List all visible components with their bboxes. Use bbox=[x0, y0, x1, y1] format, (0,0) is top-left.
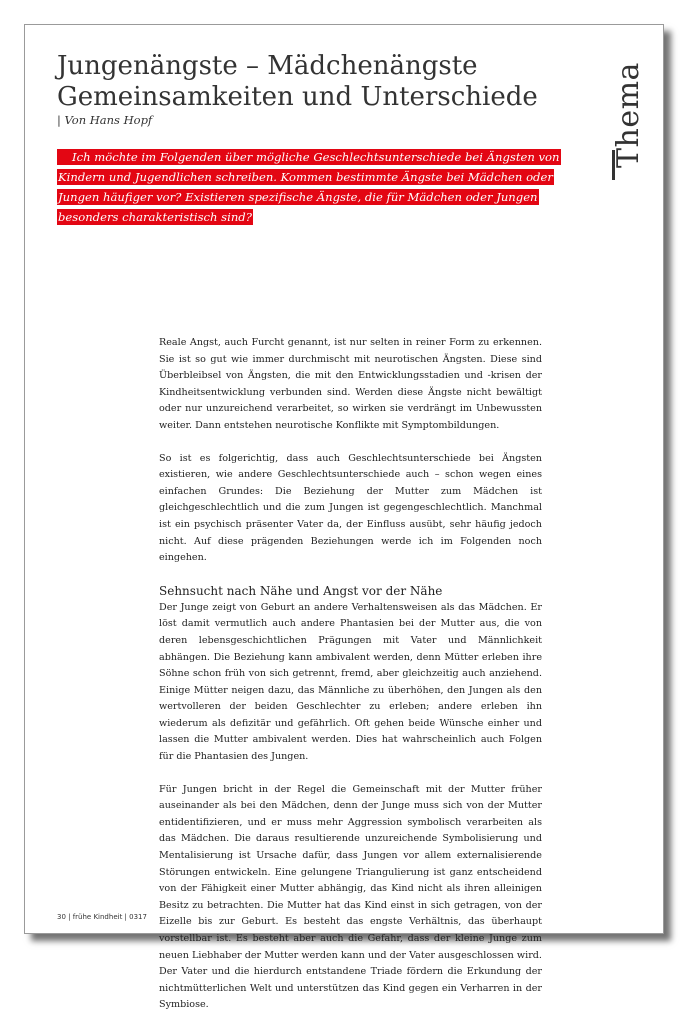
lead-text: Ich möchte im Folgenden über mögliche Geschlechtsunterschiede bei Ängsten von Kindern und Jugendlichen schreiben. Kommen bestimmte Ängste bei Mädchen oder Jungen häufiger vor? Existieren spezifische Ängste, die für Mädchen oder Jungen besonders charakteristisch sind? bbox=[58, 150, 560, 224]
lead-paragraph bbox=[57, 147, 577, 227]
article-title bbox=[57, 51, 538, 113]
body-paragraph-1: Reale Angst, auch Furcht genannt, ist nur selten in reiner Form zu erkennen. Sie ist so gut wie immer durchmischt mit neurotischen Ängsten. Diese sind Überbleibsel von Ängsten, die mit den Entwicklungsstadien und -krisen der Kindheitsentwicklung verbunden sind. Werden diese Ängste nicht bewältigt oder nur unzureichend verarbeitet, so wirken sie verdrängt im Unbewussten weiter. Dann entstehen neurotische Konflikte mit Symptombildungen. bbox=[159, 337, 542, 431]
lead-highlight bbox=[57, 149, 561, 225]
article-body bbox=[159, 335, 542, 1030]
subheading: Sehnsucht nach Nähe und Angst vor der Nähe bbox=[159, 583, 443, 598]
section-label: Thema bbox=[611, 62, 646, 168]
title-line-1: Jungenängste – Mädchenängste bbox=[57, 51, 478, 81]
author-byline: | Von Hans Hopf bbox=[57, 113, 153, 127]
body-paragraph-4: Für Jungen bricht in der Regel die Gemeinschaft mit der Mutter früher auseinander als bei den Mädchen, denn der Junge muss sich von der Mutter entidentifizieren, und er muss mehr Aggression symbolisch verarbeiten als das Mädchen. Die daraus resultierende unzureichende Symbolisierung und Mentalisierung ist Ursache dafür, dass Jungen vor allem externalisierende Störungen entwickeln. Eine gelungene Triangulierung ist ganz entscheidend von der Fähigkeit einer Mutter abhängig, das Kind nicht als ihren alleinigen Besitz zu betrachten. Die Mutter hat das Kind einst in sich getragen, von der Eizelle bis zur Geburt. Es besteht das engste Verhältnis, das überhaupt vorstellbar ist. Es besteht aber auch die Gefahr, dass der kleine Junge zum neuen Liebhaber der Mutter werden kann und der Vater ausgeschlossen wird. Der Vater und die hierdurch entstandene Triade fördern die Erkundung der nichtmütterlichen Welt und unterstützen das Kind gegen ein Verharren in der Symbiose. bbox=[159, 783, 542, 1011]
page-footer: 30 | frühe Kindheit | 0317 bbox=[57, 913, 147, 921]
title-line-2: Gemeinsamkeiten und Unterschiede bbox=[57, 82, 538, 112]
body-paragraph-3: Der Junge zeigt von Geburt an andere Verhaltensweisen als das Mädchen. Er löst damit vermutlich auch andere Phantasien bei der Mutter aus, die von deren lebensgeschichtlichen Prägungen mit Vater und Männlichkeit abhängen. Die Beziehung kann ambivalent werden, denn Mütter erleben ihre Söhne schon früh von sich getrennt, fremd, aber gleichzeitig auch anziehend. Einige Mütter neigen dazu, das Männliche zu überhöhen, den Jungen als den wertvolleren der beiden Geschlechter zu erleben; andere erleben ihn wiederum als defizitär und gefährlich. Oft gehen beide Wünsche einher und lassen die Mutter ambivalent werden. Dies hat wahrscheinlich auch Folgen für die Phantasien des Jungen. bbox=[159, 601, 542, 763]
body-paragraph-2: So ist es folgerichtig, dass auch Geschlechtsunterschiede bei Ängsten existieren, wie andere Geschlechtsunterschiede auch – schon wegen eines einfachen Grundes: Die Beziehung der Mutter zum Mädchen ist gleichgeschlechtlich und die zum Jungen ist gegengeschlechtlich. Manchmal ist ein psychisch präsenter Vater da, der Einfluss ausübt, sehr häufig jedoch nicht. Auf diese prägenden Beziehungen werde ich im Folgenden noch eingehen. bbox=[159, 452, 542, 564]
